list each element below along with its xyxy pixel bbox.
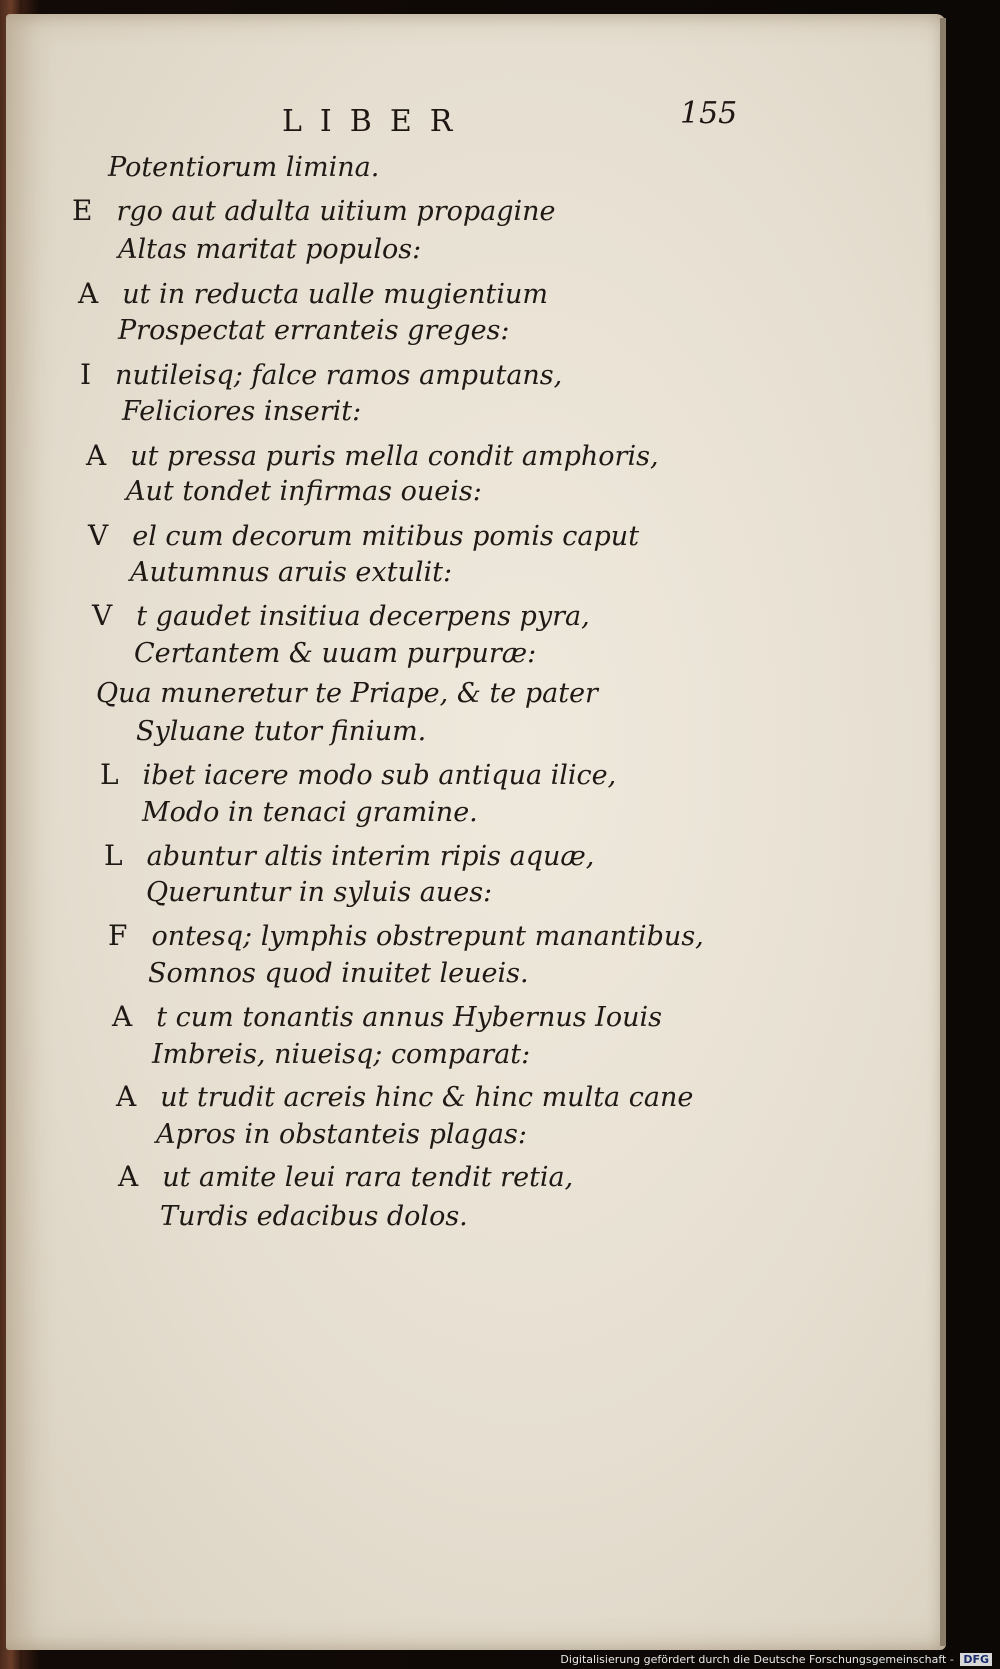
- verse-line: [152, 1041, 530, 1068]
- verse-line: [118, 317, 510, 344]
- verse-line: [108, 154, 379, 181]
- verse-line: [108, 919, 704, 952]
- verse-line: [96, 680, 598, 707]
- verse-line: [134, 640, 536, 667]
- digitization-credit: [560, 1653, 992, 1666]
- verse-text: ut trudit acreis hinc & hinc multa cane: [160, 1082, 694, 1113]
- verse-text: ontesq; lymphis obstrepunt manantibus,: [151, 921, 704, 952]
- verse-initial: L: [104, 839, 123, 872]
- verse-text: Turdis edacibus dolos.: [160, 1201, 468, 1232]
- verse-text: ut in reducta ualle mugientium: [122, 279, 548, 310]
- verse-line: [148, 960, 529, 987]
- verse-text: Somnos quod inuitet leueis.: [148, 958, 529, 989]
- verse-text: Modo in tenaci gramine.: [142, 797, 478, 828]
- verse-line: [88, 519, 640, 552]
- verse-initial: I: [80, 358, 92, 391]
- verse-line: [126, 478, 482, 505]
- verse-initial: F: [108, 919, 128, 952]
- verse-line: [80, 358, 563, 391]
- verse-text: nutileisq; falce ramos amputans,: [115, 360, 563, 391]
- verse-initial: L: [100, 758, 119, 791]
- verse-text: Certantem & uuam purpuræ:: [134, 638, 537, 669]
- verse-line: [112, 1000, 662, 1033]
- verse-text: Apros in obstanteis plagas:: [156, 1119, 527, 1150]
- verse-line: [130, 559, 452, 586]
- verse-initial: E: [72, 194, 93, 227]
- verse-line: [118, 1160, 574, 1193]
- verse-line: [78, 277, 548, 310]
- verse-text: Queruntur in syluis aues:: [146, 877, 493, 908]
- verse-text: ibet iacere modo sub antiqua ilice,: [142, 760, 617, 791]
- page-number: 155: [680, 96, 738, 131]
- verse-line: [104, 839, 595, 872]
- verse-text: Qua muneretur te Priape, & te pater: [96, 678, 598, 709]
- verse-initial: V: [88, 519, 109, 552]
- verse-line: [86, 439, 659, 472]
- verse-line: [136, 718, 426, 745]
- verse-initial: A: [86, 439, 107, 472]
- verse-text: Autumnus aruis extulit:: [130, 557, 453, 588]
- verse-text: Feliciores inserit:: [122, 396, 362, 427]
- verse-line: [72, 194, 556, 227]
- verse-line: [160, 1203, 468, 1230]
- dfg-logo: DFG: [960, 1653, 992, 1666]
- verse-text: Imbreis, niueisq; comparat:: [152, 1039, 531, 1070]
- page-right-edge: [940, 18, 946, 1646]
- running-header: LIBER: [282, 104, 471, 139]
- verse-text: rgo aut adulta uitium propagine: [116, 196, 556, 227]
- verse-initial: V: [92, 599, 113, 632]
- verse-line: [156, 1121, 527, 1148]
- verse-line: [146, 879, 492, 906]
- verse-text: Altas maritat populos:: [118, 234, 422, 265]
- verse-text: ut pressa puris mella condit amphoris,: [130, 441, 659, 472]
- verse-initial: A: [116, 1080, 137, 1113]
- verse-line: [92, 599, 590, 632]
- verse-line: [142, 799, 478, 826]
- verse-line: [100, 758, 617, 791]
- verse-initial: A: [112, 1000, 133, 1033]
- verse-initial: A: [118, 1160, 139, 1193]
- verse-line: [122, 398, 361, 425]
- verse-line: [118, 236, 421, 263]
- verse-text: abuntur altis interim ripis aquæ,: [146, 841, 595, 872]
- credit-text: Digitalisierung gefördert durch die Deutsche Forschungsgemeinschaft -: [560, 1653, 954, 1666]
- verse-text: t gaudet insitiua decerpens pyra,: [136, 601, 590, 632]
- verse-text: Aut tondet infirmas oueis:: [126, 476, 482, 507]
- verse-text: el cum decorum mitibus pomis caput: [132, 521, 640, 552]
- verse-text: t cum tonantis annus Hybernus Iouis: [156, 1002, 662, 1033]
- verse-initial: A: [78, 277, 99, 310]
- verse-line: [116, 1080, 694, 1113]
- verse-text: ut amite leui rara tendit retia,: [162, 1162, 574, 1193]
- verse-text: Syluane tutor finium.: [136, 716, 427, 747]
- verse-text: Prospectat erranteis greges:: [118, 315, 510, 346]
- verse-text: Potentiorum limina.: [108, 152, 380, 183]
